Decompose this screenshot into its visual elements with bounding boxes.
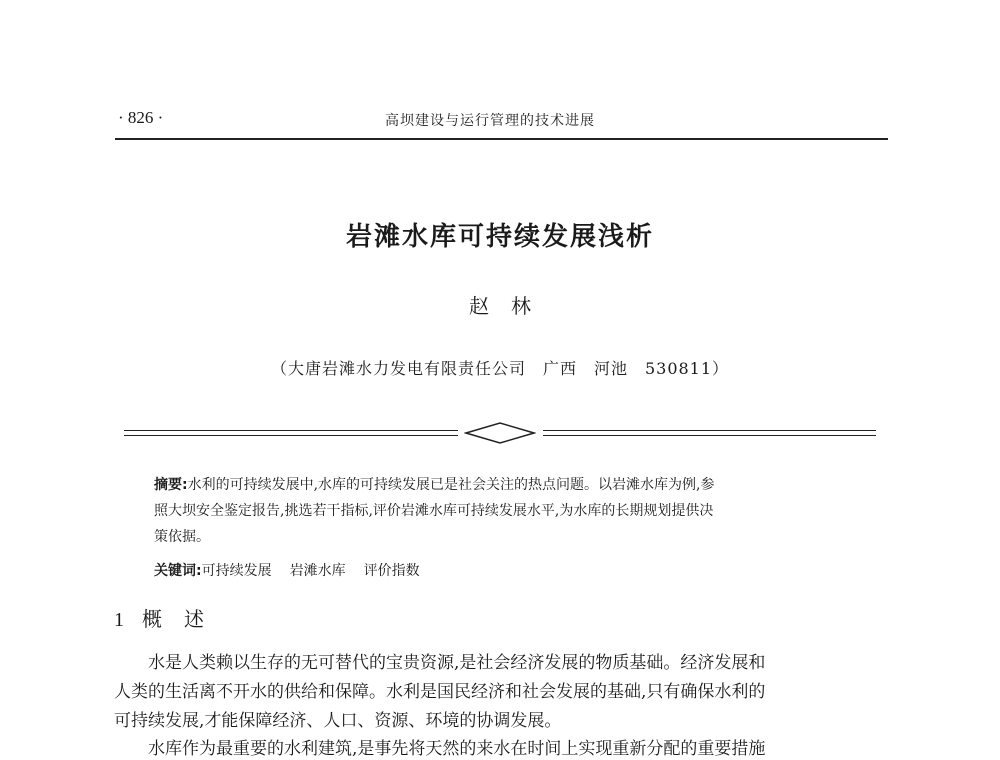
page-number: · 826 · [118,108,164,127]
body-line: 水库作为最重要的水利建筑,是事先将天然的来水在时间上实现重新分配的重要措施 [148,739,766,759]
section-number: 1 [114,609,124,631]
abstract-line [154,475,715,495]
divider-rule-right [543,430,876,436]
header-rule [115,138,888,140]
body-line: 水是人类赖以生存的无可替代的宝贵资源,是社会经济发展的物质基础。经济发展和 [148,653,766,673]
author: 赵林 [469,294,553,318]
section-title: 概述 [142,607,226,631]
keywords-line [154,561,438,581]
body-line: 可持续发展,才能保障经济、人口、资源、环境的协调发展。 [114,711,562,731]
abstract-line: 策依据。 [154,529,210,545]
affiliation: （大唐岩滩水力发电有限责任公司 广西 河池 530811） [270,359,730,378]
keyword: 可持续发展 [201,563,272,579]
divider-rule-left [124,430,458,436]
section-heading [114,603,226,632]
abstract-label: 摘要: [154,477,188,493]
diamond-ornament-icon [464,421,536,445]
abstract-line: 照大坝安全鉴定报告,挑选若干指标,评价岩滩水库可持续发展水平,为水库的长期规划提供决 [154,503,714,519]
paper-title: 岩滩水库可持续发展浅析 [345,222,654,252]
running-title: 高坝建设与运行管理的技术进展 [385,113,595,129]
abstract-text: 水利的可持续发展中,水库的可持续发展已是社会关注的热点问题。以岩滩水库为例,参 [187,477,715,493]
keyword: 岩滩水库 [289,563,346,579]
keywords-label: 关键词: [154,563,202,579]
body-line: 人类的生活离不开水的供给和保障。水利是国民经济和社会发展的基础,只有确保水利的 [114,682,766,702]
keyword: 评价指数 [363,563,420,579]
